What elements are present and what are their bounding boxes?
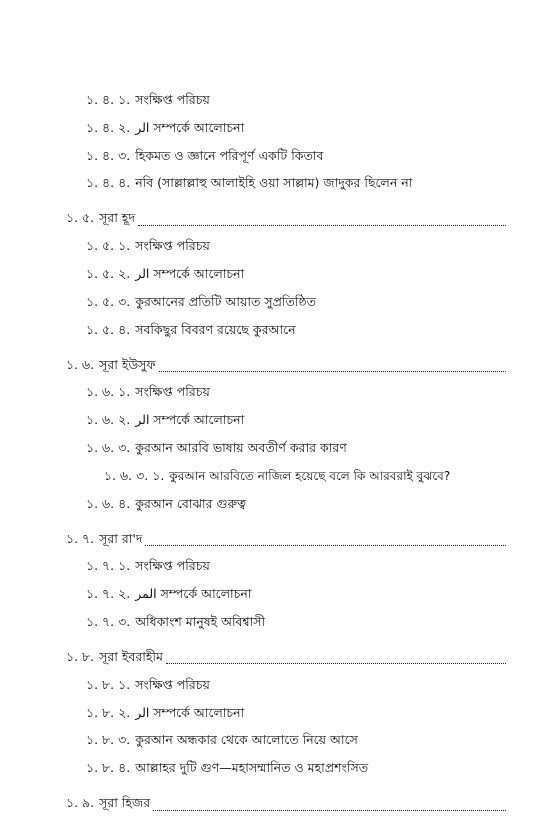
toc-entry xyxy=(0,610,558,638)
toc-entry-title: কুরআন অন্ধকার থেকে আলোতে নিয়ে আসে xyxy=(135,732,358,748)
toc-entry-title: কুরআনের প্রতিটি আয়াত সুপ্রতিষ্ঠিত xyxy=(135,293,316,309)
toc-entry xyxy=(0,172,558,200)
toc-entry-number: ১. ৬. ২. xyxy=(86,412,131,428)
toc-entry xyxy=(0,408,558,436)
toc-entry-title: সূরা রা'দ xyxy=(99,530,143,546)
toc-entry-number: ১. ৪. ১. xyxy=(86,91,131,107)
toc-entry-title: الر সম্পর্কে আলোচনা xyxy=(135,412,245,428)
toc-entry xyxy=(0,729,558,757)
toc-entry xyxy=(0,144,558,172)
toc-entry-number: ১. ৫. ৪. xyxy=(86,321,131,337)
toc-entry xyxy=(0,88,558,116)
toc-entry-title: সূরা হিজর xyxy=(99,795,151,811)
toc-entry xyxy=(0,756,558,784)
dot-leader xyxy=(166,653,506,664)
toc-entry-number: ১. ৭. xyxy=(66,530,95,546)
toc-entry xyxy=(0,436,558,464)
toc-entry xyxy=(0,290,558,318)
toc-entry-number: ১. ৪. ৩. xyxy=(86,147,131,163)
toc-entry-number: ১. ৬. xyxy=(66,356,95,372)
dot-leader xyxy=(159,361,506,372)
toc-entry-title: কুরআন আরবিতে নাজিল হয়েছে বলে কি আরবরাই বুঝবে? xyxy=(169,468,451,483)
toc-entry-title: সংক্ষিপ্ত পরিচয় xyxy=(135,238,210,254)
toc-section-heading xyxy=(0,791,558,819)
toc-entry-title: الر সম্পর্কে আলোচনা xyxy=(135,704,245,720)
toc-entry xyxy=(0,262,558,290)
toc-entry-title: অধিকাংশ মানুষই অবিশ্বাসী xyxy=(135,614,266,630)
toc-entry-number: ১. ৬. ৩. xyxy=(86,440,131,456)
toc-entry-title: হিকমত ও জ্ঞানে পরিপূর্ণ একটি কিতাব xyxy=(135,147,324,163)
toc-entry-number: ১. ৮. ১. xyxy=(86,676,131,692)
toc-entry-title: الر সম্পর্কে আলোচনা xyxy=(135,265,245,281)
toc-entry-number: ১. ৫. ১. xyxy=(86,238,131,254)
toc-entry-number: ১. ৮. xyxy=(66,648,95,664)
dot-leader xyxy=(153,800,506,811)
toc-section-heading xyxy=(0,645,558,673)
toc-section-heading xyxy=(0,527,558,555)
toc-entry-title: কুরআন বোঝার গুরুত্ব xyxy=(135,495,247,511)
toc-entry-number: ১. ৬. ১. xyxy=(86,384,131,400)
toc-entry-title: المر সম্পর্কে আলোচনা xyxy=(135,586,252,602)
toc-entry-number: ১. ৮. ৪. xyxy=(86,760,131,776)
toc-entry-title: সংক্ষিপ্ত পরিচয় xyxy=(135,384,210,400)
toc-entry xyxy=(0,464,558,492)
toc-entry xyxy=(0,318,558,346)
toc-entry xyxy=(0,673,558,701)
toc-entry-title: নবি (সাল্লাল্লাহু আলাইহি ওয়া সাল্লাম) জাদুকর ছিলেন না xyxy=(135,175,413,191)
toc-entry xyxy=(0,492,558,520)
toc-entry xyxy=(0,380,558,408)
toc-entry xyxy=(0,234,558,262)
toc-entry-title: আল্লাহর দুটি গুণ—মহাসম্মানিত ও মহাপ্রশংসিত xyxy=(135,760,369,776)
toc-entry-title: সবকিছুর বিবরণ রয়েছে কুরআনে xyxy=(135,321,296,337)
toc-section-heading xyxy=(0,353,558,381)
toc-entry-number: ১. ৯. xyxy=(66,795,95,811)
toc-entry-title: সূরা ইবরাহীম xyxy=(99,648,163,664)
toc-entry-title: কুরআন আরবি ভাষায় অবতীর্ণ করার কারণ xyxy=(135,440,347,456)
toc-entry xyxy=(0,582,558,610)
dot-leader xyxy=(145,535,506,546)
toc-entry-number: ১. ৫. xyxy=(66,210,95,226)
toc-entry-number: ১. ৫. ৩. xyxy=(86,293,131,309)
table-of-contents xyxy=(0,88,558,819)
toc-entry-number: ১. ৭. ২. xyxy=(86,586,131,602)
toc-entry xyxy=(0,116,558,144)
toc-entry-number: ১. ৭. ১. xyxy=(86,558,131,574)
toc-entry-number: ১. ৮. ৩. xyxy=(86,732,131,748)
dot-leader xyxy=(138,215,506,226)
toc-entry-number: ১. ৭. ৩. xyxy=(86,614,131,630)
toc-entry-number: ১. ৬. ৪. xyxy=(86,495,131,511)
toc-entry-title: সংক্ষিপ্ত পরিচয় xyxy=(135,558,210,574)
toc-entry-number: ১. ৪. ৪. xyxy=(86,175,131,191)
toc-entry-number: ১. ৬. ৩. ১. xyxy=(104,467,165,483)
toc-entry-title: সংক্ষিপ্ত পরিচয় xyxy=(135,91,210,107)
toc-section-heading xyxy=(0,206,558,234)
toc-entry xyxy=(0,555,558,583)
toc-entry-title: সূরা হূদ xyxy=(99,210,136,226)
toc-entry-title: সূরা ইউসুফ xyxy=(99,356,156,372)
toc-entry-number: ১. ৪. ২. xyxy=(86,119,131,135)
toc-entry-number: ১. ৮. ২. xyxy=(86,704,131,720)
toc-entry-number: ১. ৫. ২. xyxy=(86,265,131,281)
toc-entry xyxy=(0,701,558,729)
toc-entry-title: সংক্ষিপ্ত পরিচয় xyxy=(135,676,210,692)
toc-entry-title: الر সম্পর্কে আলোচনা xyxy=(135,119,245,135)
